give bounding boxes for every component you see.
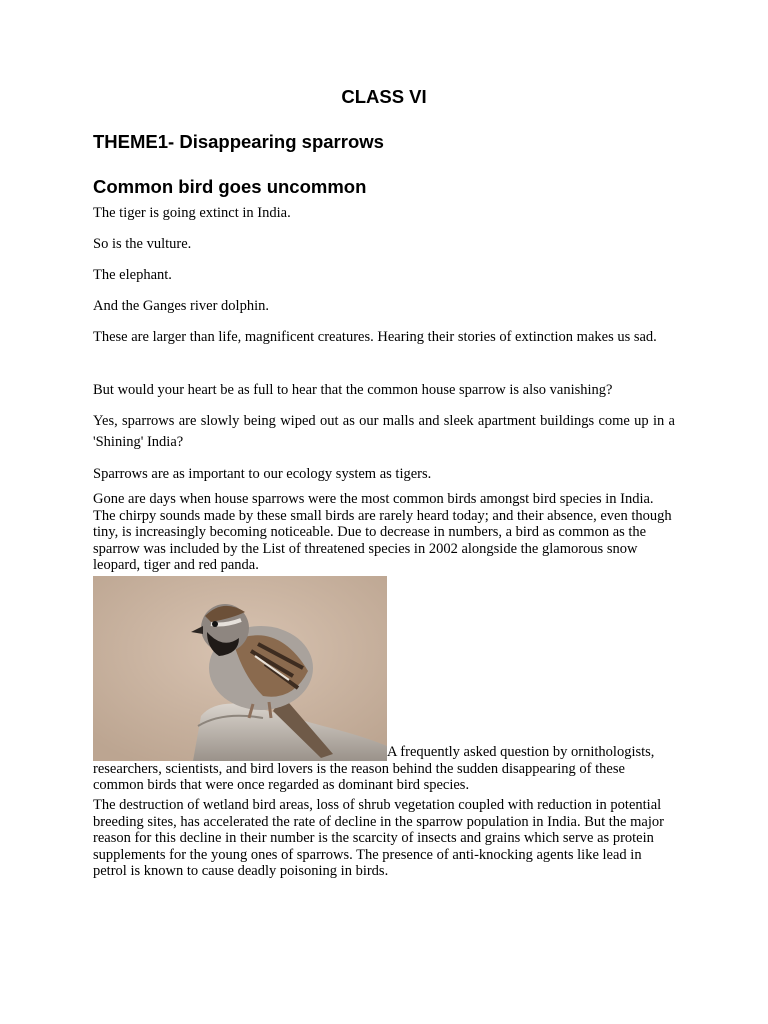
- paragraph-gone-are-days: [93, 491, 675, 574]
- photo-spacer: [93, 755, 387, 756]
- paragraph-gone-text: Gone are days when house sparrows were the most common birds amongst bird species in India. The chirpy sounds made by these small birds are rarely heard today; and their absence, even though tiny, is increasingly becoming noticeable. Due to decrease in numbers, a bird as common as the sparrow was included by the List of threatened species in 2002 alongside the glamorous snow leopard, tiger and red panda.: [93, 491, 672, 573]
- sparrow-illustration: [93, 576, 387, 761]
- paragraph-frequently-asked: [93, 744, 675, 794]
- class-heading: CLASS VI: [341, 86, 427, 107]
- paragraph-destruction-text: The destruction of wetland bird areas, loss of shrub vegetation coupled with reduction in potential breeding sites, has accelerated the rate of decline in the sparrow population in India. But the major reason for this decline in their number is the scarcity of insects and grains which serve as protein supplements for the young ones of sparrows. The presence of anti-knocking agents like lead in petrol is known to cause deadly poisoning in birds.: [93, 797, 664, 879]
- paragraph-heart: But would your heart be as full to hear that the common house sparrow is also vanishing?: [93, 382, 613, 398]
- paragraph-ecology: Sparrows are as important to our ecology system as tigers.: [93, 466, 432, 482]
- paragraph-vulture: So is the vulture.: [93, 236, 192, 252]
- sparrow-photo: [93, 576, 387, 761]
- paragraph-dolphin: And the Ganges river dolphin.: [93, 298, 269, 314]
- sub-heading: Common bird goes uncommon: [93, 176, 367, 197]
- paragraph-destruction: [93, 797, 675, 880]
- paragraph-tiger: The tiger is going extinct in India.: [93, 205, 291, 221]
- paragraph-creatures: These are larger than life, magnificent creatures. Hearing their stories of extinction makes us sad.: [93, 329, 657, 345]
- theme-heading: THEME1- Disappearing sparrows: [93, 131, 384, 152]
- paragraph-frequently-asked-text: A frequently asked question by ornithologists, researchers, scientists, and bird lovers is the reason behind the sudden disappearing of these common birds that were once regarded as dominant bird species.: [93, 744, 655, 793]
- paragraph-elephant: The elephant.: [93, 267, 172, 283]
- paragraph-malls: Yes, sparrows are slowly being wiped out as our malls and sleek apartment buildings come up in a 'Shining' India?: [93, 413, 675, 450]
